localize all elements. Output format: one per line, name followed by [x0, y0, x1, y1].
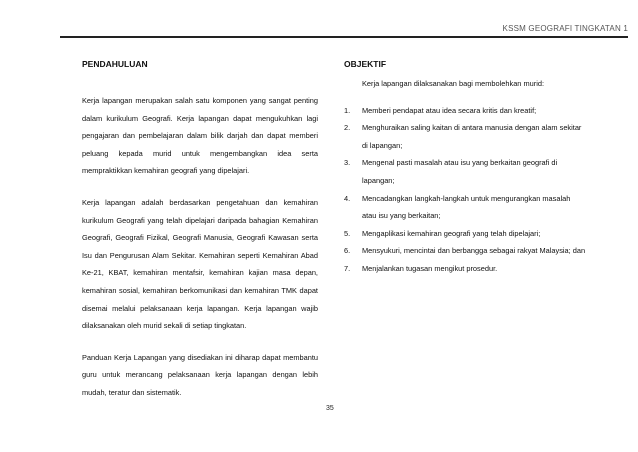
- objective-list: [344, 102, 586, 278]
- paragraph: Kerja lapangan merupakan salah satu komponen yang sangat penting dalam kurikulum Geografi. Kerja lapangan dapat mengukuhkan lagi pengajaran dan pembelajaran dalam bilik darjah dan dapat memberi peluang kepada murid untuk mengembangkan idea serta mempraktikkan kemahiran geografi yang dipelajari.: [82, 96, 318, 176]
- item-text: Mengaplikasi kemahiran geografi yang telah dipelajari;: [362, 228, 541, 238]
- list-item: [344, 102, 586, 120]
- objective-intro: Kerja lapangan dilaksanakan bagi membolehkan murid:: [362, 79, 545, 88]
- header-rule: [60, 36, 628, 38]
- item-number: 3.: [344, 158, 351, 168]
- list-item: [344, 154, 586, 189]
- right-column: [344, 75, 586, 278]
- item-text: Mencadangkan langkah-langkah untuk mengurangkan masalah atau isu yang berkaitan;: [362, 193, 571, 221]
- section-title-pendahuluan: PENDAHULUAN: [82, 59, 148, 69]
- running-head: KSSM GEOGRAFI TINGKATAN 1: [502, 24, 628, 33]
- list-item: [344, 119, 586, 154]
- item-number: 4.: [344, 193, 351, 203]
- list-item: [344, 190, 586, 225]
- item-number: 5.: [344, 228, 351, 238]
- paragraph: Panduan Kerja Lapangan yang disediakan ini diharap dapat membantu guru untuk merancang pelaksanaan kerja lapangan dengan lebih mudah, teratur dan sistematik.: [82, 352, 318, 397]
- item-number: 7.: [344, 263, 351, 273]
- paragraph: Kerja lapangan adalah berdasarkan pengetahuan dan kemahiran kurikulum Geografi yang telah dipelajari daripada bahagian Kemahiran Geografi, Geografi Fizikal, Geografi Manusia, Geografi Kawasan serta Isu dan Pengurusan Alam Sekitar. Kemahiran seperti Kemahiran Abad Ke-21, KBAT, kemahiran mentafsir, kemahiran kajian masa depan, kemahiran sosial, kemahiran berkomunikasi dan kemahiran TMK dapat disemai melalui pelaksanaan kerja lapangan. Kerja lapangan wajib dilaksanakan oleh murid sekali di setiap tingkatan.: [82, 197, 318, 331]
- page-number: 35: [326, 405, 334, 412]
- item-text: Menjalankan tugasan mengikut prosedur.: [362, 263, 498, 273]
- item-number: 6.: [344, 246, 351, 256]
- section-title-objektif: OBJEKTIF: [344, 59, 387, 69]
- left-column: [82, 92, 318, 416]
- item-text: Mensyukuri, mencintai dan berbangga sebagai rakyat Malaysia; dan: [362, 246, 586, 256]
- list-item: [344, 260, 586, 278]
- item-number: 1.: [344, 105, 351, 115]
- item-text: Mengenal pasti masalah atau isu yang berkaitan geografi di lapangan;: [362, 158, 558, 185]
- list-item: [344, 242, 586, 260]
- item-number: 2.: [344, 123, 351, 133]
- list-item: [344, 225, 586, 243]
- item-text: Menghuraikan saling kaitan di antara manusia dengan alam sekitar di lapangan;: [362, 123, 582, 150]
- item-text: Memberi pendapat atau idea secara kritis dan kreatif;: [362, 105, 537, 115]
